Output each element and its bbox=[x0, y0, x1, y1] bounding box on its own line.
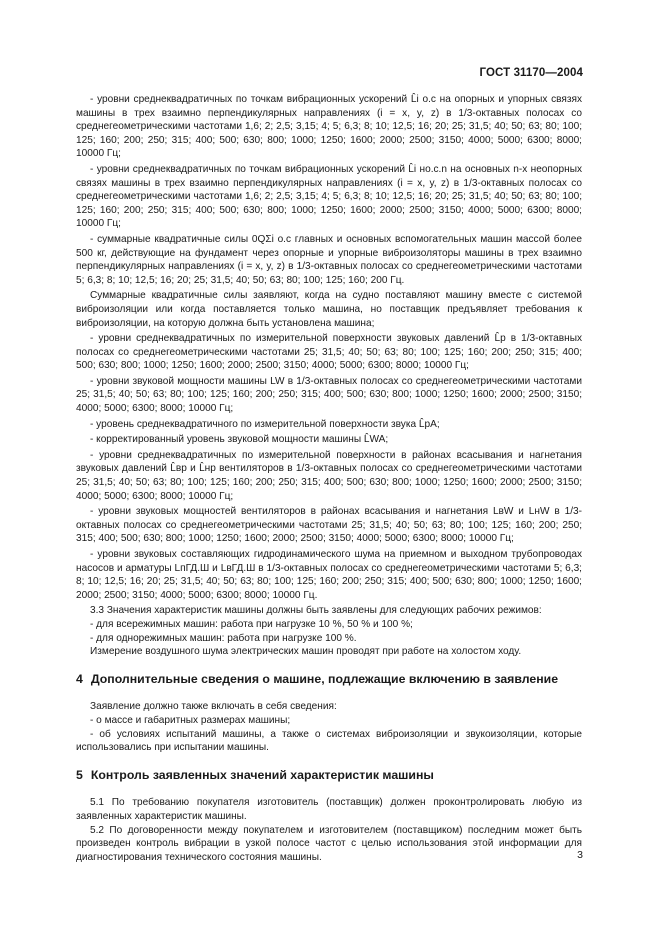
paragraph: - уровень среднеквадратичного по измерительной поверхности звука L̂pA; bbox=[90, 418, 440, 430]
section-heading-4 bbox=[76, 673, 582, 687]
paragraph: - уровни среднеквадратичных по измерительной поверхности звуковых давлений L̂p в 1/3-октавных полосах со среднегеометрическими частотами 25; 31,5; 40; 50; 63; 80; 100; 125; 160; 200; 250; 315; 400; 500; 630; 800; 1000; 1250; 1600; 2000; 2500; 3150; 4000; 5000; 6300; 8000; 10000 Гц; bbox=[76, 333, 582, 372]
section-heading-5 bbox=[76, 769, 582, 783]
paragraph: 5.1 По требованию покупателя изготовитель (поставщик) должен проконтролировать любую из заявленных характеристик машины. bbox=[76, 797, 582, 822]
paragraph: - о массе и габаритных размерах машины; bbox=[90, 714, 291, 726]
document-header: ГОСТ 31170—2004 bbox=[479, 67, 583, 79]
page-number: 3 bbox=[577, 849, 583, 861]
section-number: 5 bbox=[76, 767, 83, 782]
paragraph: - суммарные квадратичные силы 0QΣi o.c главных и основных вспомогательных машин массой более 500 кг, действующие на фундамент через опорные и упорные виброизоляторы машины в трех взаимно перпендикулярных направлениях (i = x, y, z) в 1/3-октавных полосах со среднегеометрическими частотами 5; 6,3; 8; 10; 12,5; 16; 20; 25; 31,5; 40; 50; 63; 80; 100; 125; 160; 200 Гц. bbox=[76, 233, 582, 286]
paragraph: Заявление должно также включать в себя сведения: bbox=[90, 701, 337, 713]
document-body bbox=[76, 93, 582, 864]
paragraph: - об условиях испытаний машины, а также о системах виброизоляции и звукоизоляции, которые использовались при испытании машины. bbox=[76, 728, 582, 754]
paragraph: - уровни среднеквадратичных по точкам вибрационных ускорений L̂i o.c на опорных и упорных связях машины в трех взаимно перпендикулярных направлениях (i = x, y, z) в 1/3-октавных полосах со среднегеометрическими частотами 1,6; 2; 2,5; 3,15; 4; 5; 6,3; 8; 10; 12,5; 16; 20; 25; 31,5; 40; 50; 63; 80; 100; 125; 160; 200; 250; 315; 400; 500; 630; 800; 1000; 1250; 1600; 2000; 2500; 3150; 4000; 5000; 6300; 8000; 10000 Гц; bbox=[76, 94, 582, 160]
paragraph: - корректированный уровень звуковой мощности машины L̂WA; bbox=[90, 434, 389, 446]
paragraph: 5.2 По договоренности между покупателем и изготовителем (поставщиком) последним может быть произведен контроль вибрации в узкой полосе частот с целью использования этой информации для диагностирования технического состояния машины. bbox=[76, 824, 582, 863]
paragraph: Измерение воздушного шума электрических машин проводят при работе на холостом ходу. bbox=[90, 646, 522, 658]
section-title: Контроль заявленных значений характеристик машины bbox=[90, 767, 434, 782]
section-title: Дополнительные сведения о машине, подлежащие включению в заявление bbox=[90, 671, 559, 686]
section-number: 4 bbox=[76, 671, 83, 686]
paragraph: Суммарные квадратичные силы заявляют, когда на судно поставляют машину вместе с системой виброизоляции или когда поставляется только машина, но поставщик предъявляет требования к виброизоляции, на которую должна быть установлена машина; bbox=[76, 290, 582, 329]
paragraph: - уровни среднеквадратичных по измерительной поверхности в районах всасывания и нагнетания звуковых давлений L̂вp и L̂нp вентиляторов в 1/3-октавных полосах со среднегеометрическими частотами 25; 31,5; 40; 50; 63; 80; 100; 125; 160; 200; 250; 315; 400; 500; 630; 800; 1000; 1250; 1600; 2000; 2500; 3150; 4000; 5000; 6300; 8000; 10000 Гц; bbox=[76, 449, 582, 502]
paragraph: - для однорежимных машин: работа при нагрузке 100 %. bbox=[90, 632, 357, 644]
paragraph: - для всережимных машин: работа при нагрузке 10 %, 50 % и 100 %; bbox=[90, 618, 413, 630]
paragraph: 3.3 Значения характеристик машины должны быть заявлены для следующих рабочих режимов: bbox=[90, 605, 542, 617]
paragraph: - уровни звуковых мощностей вентиляторов в районах всасывания и нагнетания LвW и LнW в 1/3-октавных полосах со среднегеометрическими частотами 25; 31,5; 40; 50; 63; 80; 100; 125; 160; 200; 250; 315; 400; 500; 630; 800; 1000; 1250; 1600; 2000; 2500; 3150; 4000; 5000; 6300; 8000; 10000 Гц; bbox=[76, 506, 582, 545]
paragraph: - уровни звуковых составляющих гидродинамического шума на приемном и выходном трубопроводах насосов и арматуры LпГД.Ш и LвГД.Ш в 1/3-октавных полосах со среднегеометрическими частотами 5; 6,3; 8; 10; 12,5; 16; 20; 25; 31,5; 40; 50; 63; 80; 100; 125; 160; 200; 250; 315; 400; 500; 630; 800; 1000; 1250; 1600; 2000; 2500; 3150; 4000; 5000; 6300; 8000; 10000 Гц. bbox=[76, 549, 582, 601]
paragraph: - уровни среднеквадратичных по точкам вибрационных ускорений L̂i но.с.n на основных n-х неопорных связях машины в трех взаимно перпендикулярных направлениях (i = x, y, z) в 1/3-октавных полосах со среднегеометрическими частотами 1,6; 2; 2,5; 3,15; 4; 5; 6,3; 8; 10; 12,5; 16; 20; 25; 31,5; 40; 50; 63; 80; 100; 125; 160; 200; 250; 315; 400; 500; 630; 800; 1000; 1250; 1600; 2000; 2500; 3150; 4000; 5000; 6300; 8000; 10000 Гц; bbox=[76, 163, 582, 230]
paragraph: - уровни звуковой мощности машины LW в 1/3-октавных полосах со среднегеометрическими частотами 25; 31,5; 40; 50; 63; 80; 100; 125; 160; 200; 250; 315; 400; 500; 630; 800; 1000; 1250; 1600; 2000; 2500; 3150; 4000; 5000; 6300; 8000; 10000 Гц; bbox=[76, 375, 582, 415]
